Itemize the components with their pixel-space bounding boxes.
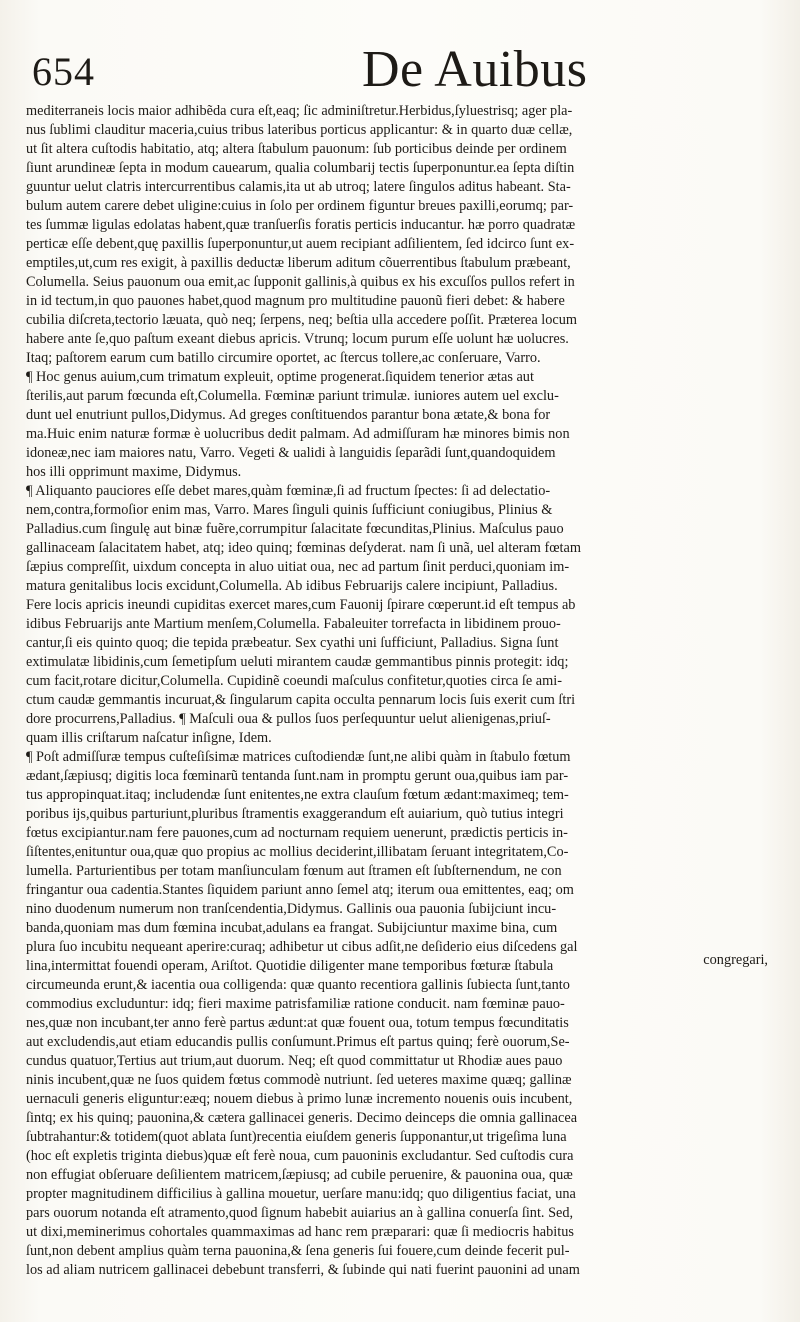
text-line: cubilia diſcreta,tectorio læuata, quò neq; ſerpens, neq; beſtia ulla accedere poſſit. Præterea locum xyxy=(26,312,578,328)
text-line: matura genitalibus locis excidunt,Columella. Ab idibus Februarijs calere incipiunt, Palladius. xyxy=(26,578,558,594)
text-line: ſiſtentes,enituntur oua,quæ quo propius ac mollius deciderint,illibatam ſeruant integritatem,Co- xyxy=(26,844,569,860)
text-line: ſæpius compreſſit, uixdum concepta in aluo uitiat oua, nec ad partum ſinit perduci,quoniam im- xyxy=(26,559,570,575)
text-line: guuntur uelut clatris intercurrentibus calamis,ita ut ab utroq; latere ſingulos aditus habeant. Sta- xyxy=(26,179,571,195)
text-line: idibus Februarijs ante Martium menſem,Columella. Fabaleuiter torrefacta in libidinem prouo- xyxy=(26,616,561,632)
text-line: banda,quoniam mas dum fœmina incubat,adulans ea frangat. Subijciuntur maxime bina, cum xyxy=(26,920,558,936)
text-line: Itaq; paſtorem earum cum batillo circumire oportet, ac ſtercus tollere,ac conſeruare, Varro. xyxy=(26,350,541,366)
text-line: ſunt,non debent amplius quàm terna pauonina,& ſena generis ſui fouere,cum deinde fecerit pul- xyxy=(26,1243,570,1259)
text-line: extimulatæ libidinis,cum ſemetipſum ueluti mirantem caudæ gemmantibus pinnis protegit: idq; xyxy=(26,654,569,670)
text-line: lumella. Parturientibus per totam manſiunculam fœnum aut ſtramen eſt ſubſternendum, ne con xyxy=(26,863,562,879)
text-line: Columella. Seius pauonum oua emit,ac ſupponit gallinis,à quibus ex his excuſſos pullos refert in xyxy=(26,274,575,290)
text-line: los ad aliam nutricem gallinacei debebunt transferri, & ſubinde qui nati fuerint pauonini ad unam xyxy=(26,1262,580,1278)
text-line: ¶ Poſt admiſſuræ tempus cuſteſiſsimæ matrices cuſtodiendæ ſunt,ne alibi quàm in ſtabulo fœtum xyxy=(26,749,571,765)
text-line: ninis incubent,quæ ne ſuos quidem fœtus commodè nutriunt. ſed ueteres maxime quæq; gallinæ xyxy=(26,1072,572,1088)
body-text xyxy=(26,102,784,1280)
text-line: nino duodenum numerum non tranſcendentia,Didymus. Gallinis oua pauonia ſubijciunt incu- xyxy=(26,901,557,917)
text-line: in id tectum,in quo pauones habet,quod magnum pro multitudine pauonũ fieri debet: & habere xyxy=(26,293,565,309)
text-line: bulum autem carere debet uligine:cuius in ſolo per ordinem figuntur breues paxilli,eorumq; par- xyxy=(26,198,574,214)
text-line: ſiunt arundineæ ſepta in modum cauearum, qualia columbarij tectis ſuperponuntur.ea ſepta diſtin xyxy=(26,160,575,176)
text-line: aut excludendis,aut etiam educandis pullis conſumunt.Primus eſt partus quinq; ferè ouorum,Se- xyxy=(26,1034,570,1050)
text-line: mediterraneis locis maior adhibẽda cura eſt,eaq; ſic adminiſtretur.Herbidus,ſyluestrisq; ager pla- xyxy=(26,103,573,119)
page-number: 654 xyxy=(32,49,95,94)
text-line: nes,quæ non incubant,ter anno ferè partus ædunt:at quæ fouent oua, totum tempus fœcunditatis xyxy=(26,1015,569,1031)
text-line: poribus ijs,quibus parturiunt,pluribus ſtramentis exaggerandum eſt auiarium, quò tutius integri xyxy=(26,806,564,822)
text-line: ma.Huic enim naturæ formæ è uolucribus dedit palmam. Ad admiſſuram hæ minores bimis non xyxy=(26,426,570,442)
text-line: (hoc eſt expletis triginta diebus)quæ eſt ferè noua, cum pauoninis excludantur. Sed cuſtodis cura xyxy=(26,1148,574,1164)
text-line: propter magnitudinem difficilius à gallina mouetur, uerſare manu:idq; quo diligentius faciat, una xyxy=(26,1186,576,1202)
text-line: ut ſit altera cuſtodis habitatio, atq; altera ſtabulum pauonum: ſub porticibus deinde per ordinem xyxy=(26,141,567,157)
text-line: perticæ eſſe debent,quę paxillis ſuperponuntur,ut auem recipiant adſilientem, ſed idcirco ſunt ex- xyxy=(26,236,575,252)
text-line: nem,contra,formoſior enim mas, Varro. Mares ſinguli quinis ſufficiunt coniugibus, Plinius & xyxy=(26,502,553,518)
text-line: ctum caudæ gemmantis incuruat,& ſingularum capita occulta pennarum locis ſuis exerit cum ſtri xyxy=(26,692,576,708)
text-line: Fere locis apricis ineundi cupiditas exercet mares,cum Fauonij ſpirare cœperunt.id eſt tempus ab xyxy=(26,597,576,613)
text-line: commodius excluduntur: idq; fieri maxime patrisfamiliæ ratione conducit. nam fœminæ pauo- xyxy=(26,996,565,1012)
text-line: quam illis criſtarum naſcatur inſigne, Idem. xyxy=(26,730,272,746)
text-line: Palladius.cum ſingulę aut binæ fuẽre,corrumpitur ſalacitate fœcunditas,Plinius. Maſculus pauo xyxy=(26,521,564,537)
text-line: tus appropinquat.itaq; includendæ ſunt enitentes,ne extra clauſum fœtum ædant:maximeq; tem- xyxy=(26,787,569,803)
text-line: idoneæ,nec iam maiores natu, Varro. Vegeti & ualidi à languidis ſeparãdi ſunt,quandoquidem xyxy=(26,445,556,461)
text-line: circumeunda erunt,& iacentia oua colligenda: quæ quanto recentiora gallinis ſubiecta ſunt,tanto xyxy=(26,977,570,993)
text-line: fringantur oua cadentia.Stantes ſiquidem pariunt anno ſemel atq; iterum oua emittentes, eaq; om xyxy=(26,882,574,898)
text-line: ædant,ſæpiusq; digitis loca fœminarũ tentanda ſunt.nam in promptu gerunt oua,quibus iam par- xyxy=(26,768,569,784)
text-line: dore procurrens,Palladius. ¶ Maſculi oua & pullos ſuos perſequuntur uelut alienigenas,priuſ- xyxy=(26,711,551,727)
text-line: ¶ Hoc genus auium,cum trimatum expleuit, optime progenerat.ſiquidem tenerior ætas aut xyxy=(26,369,534,385)
text-line: fœtus excipiantur.nam fere pauones,cum ad nocturnam requiem uenerunt, prædictis perticis in- xyxy=(26,825,568,841)
text-line: gallinaceam ſalacitatem habet, atq; ideo quinq; fœminas deſyderat. nam ſi unã, uel alteram fœtam xyxy=(26,540,581,556)
text-line: ut dixi,meminerimus cohortales quammaximas ad hanc rem præparari: quæ ſi mediocris habitus xyxy=(26,1224,574,1240)
text-line: cundus quatuor,Tertius aut trium,aut duorum. Neq; eſt quod committatur ut Rhodiæ aues pauo xyxy=(26,1053,563,1069)
text-line: uernaculi generis eliguntur:eæq; nouem diebus à primo lunæ incremento nouenis ouis incubent, xyxy=(26,1091,573,1107)
text-line: hos illi opprimunt maxime, Didymus. xyxy=(26,464,242,480)
text-line: ſubtrahantur:& totidem(quot ablata ſunt)recentia eiuſdem generis ſupponantur,ut trigeſima luna xyxy=(26,1129,567,1145)
text-line: emptiles,ut,cum res exigit, à paxillis deductæ liberum aditum cõuerrentibus ſtabulum præbeant, xyxy=(26,255,571,271)
text-line: cum facit,rotare dicitur,Columella. Cupidinẽ coeundi maſculus confitetur,quoties circa ſe ami- xyxy=(26,673,563,689)
text-line: tes ſummæ ligulas edolatas habent,quæ tranſuerſis foratis perticis inducantur. hæ porro quadratæ xyxy=(26,217,576,233)
text-line: ¶ Aliquanto pauciores eſſe debet mares,quàm fœminæ,ſi ad fructum ſpectes: ſi ad delectatio- xyxy=(26,483,551,499)
text-line: pars ouorum notanda eſt atramento,quod ſignum habebit auiarius an à gallina conuerſa ſint. Sed, xyxy=(26,1205,574,1221)
text-line: non effugiat obſeruare deſilientem matricem,ſæpiusq; ad cubile peruenire, & pauonina oua, quæ xyxy=(26,1167,573,1183)
text-line: dunt uel enutriunt pullos,Didymus. Ad greges conſtituendos parantur bona ætate,& bona for xyxy=(26,407,551,423)
text-line: cantur,ſi eis quinto quoq; die tepida præbeatur. Sex cyathi uni ſufficiunt, Palladius. Signa ſunt xyxy=(26,635,559,651)
running-head: De Auibus xyxy=(362,41,588,98)
page-header xyxy=(32,41,772,104)
text-line: nus ſublimi clauditur maceria,cuius tribus lateribus porticus applicantur: & in quarto duæ cellæ, xyxy=(26,122,573,138)
text-line: ſintq; ex his quinq; pauonina,& cætera gallinacei generis. Decimo deinceps die omnia gallinacea xyxy=(26,1110,578,1126)
text-line: plura ſuo incubitu nequeant aperire:curaq; adhibetur ut cibus adſit,ne deſiderio eius diſcedens gal xyxy=(26,939,578,955)
text-line: ſterilis,aut parum fœcunda eſt,Columella. Fœminæ pariunt trimulæ. iuniores autem uel exclu- xyxy=(26,388,559,404)
catchword: congregari, xyxy=(703,952,768,968)
text-line: lina,intermittat fouendi operam, Ariſtot. Quotidie diligenter mane temporibus fœturæ ſtabula xyxy=(26,958,554,974)
text-line: habere ante ſe,quo paſtum exeant diebus apricis. Vtrunq; locum purum eſſe uolunt hæ uolucres. xyxy=(26,331,569,347)
